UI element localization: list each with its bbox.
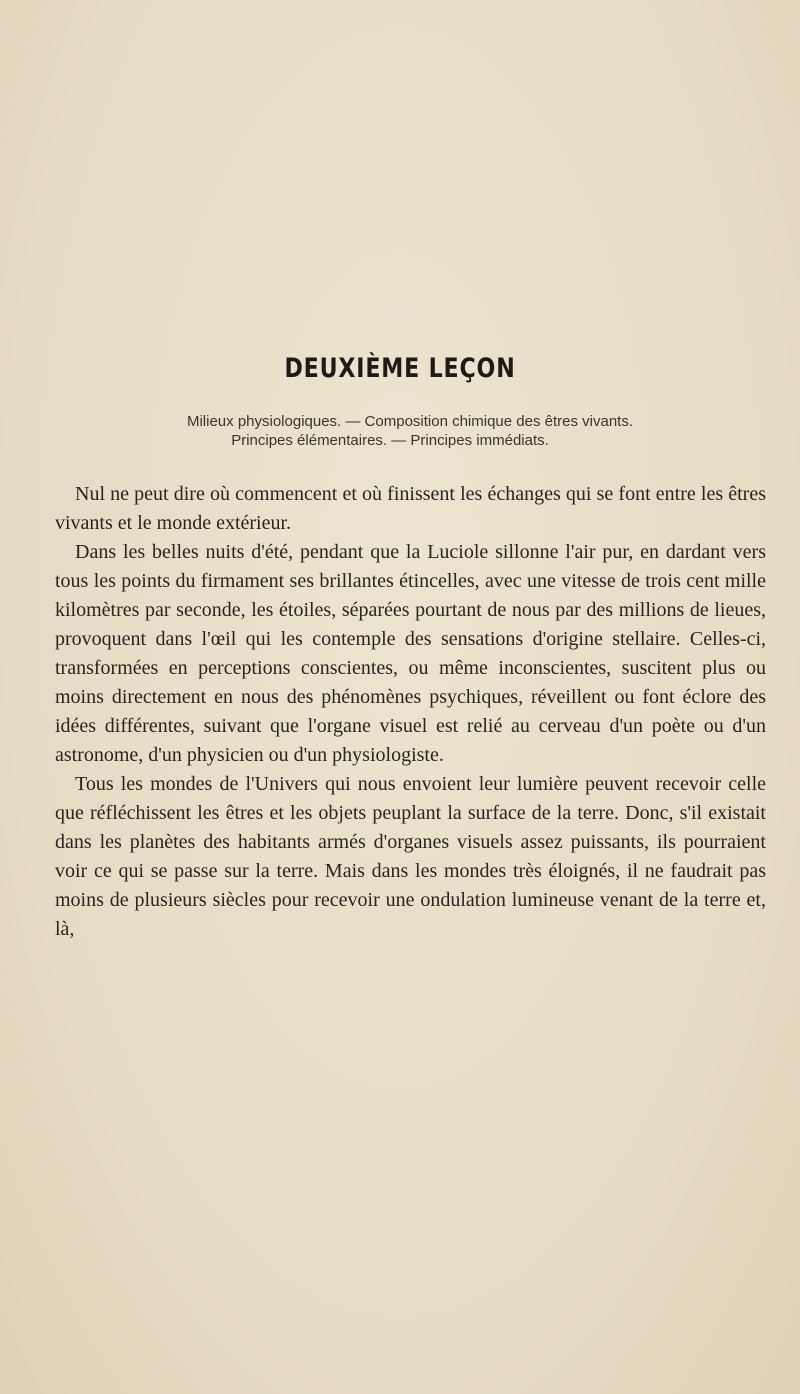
summary-line-1: Milieux physiologiques. — Composition chimique des êtres vivants. [186, 413, 634, 430]
lesson-title: DEUXIÈME LEÇON [284, 353, 516, 384]
summary-line-2: Principes élémentaires. — Principes immédiats. [231, 432, 549, 449]
paragraph-3: Tous les mondes de l'Univers qui nous envoient leur lumière peuvent recevoir celle que réfléchissent les êtres et les objets peuplant la surface de la terre. Donc, s'il existait dans les planètes des habitants armés d'organes visuels assez puissants, ils pourraient voir ce qui se passe sur la terre. Mais dans les mondes très éloignés, il ne faudrait pas moins de plusieurs siècles pour recevoir une ondulation lumineuse venant de la terre et, là, [55, 773, 766, 940]
paragraph-2: Dans les belles nuits d'été, pendant que la Luciole sillonne l'air pur, en dardant vers tous les points du firmament ses brillantes étincelles, avec une vitesse de trois cent mille kilomètres par seconde, les étoiles, séparées pourtant de nous par des millions de lieues, provoquent dans l'œil qui les contemple des sensations d'origine stellaire. Celles-ci, transformées en perceptions conscientes, ou même inconscientes, suscitent plus ou moins directement en nous des phénomènes psychiques, réveillent ou font éclore des idées différentes, suivant que l'organe visuel est relié au cerveau d'un poète ou d'un astronome, d'un physicien ou d'un physiologiste. [55, 541, 766, 766]
lesson-summary [90, 412, 730, 450]
body-text [55, 480, 766, 944]
paragraph-1: Nul ne peut dire où commencent et où finissent les échanges qui se font entre les êtres vivants et le monde extérieur. [55, 483, 766, 534]
